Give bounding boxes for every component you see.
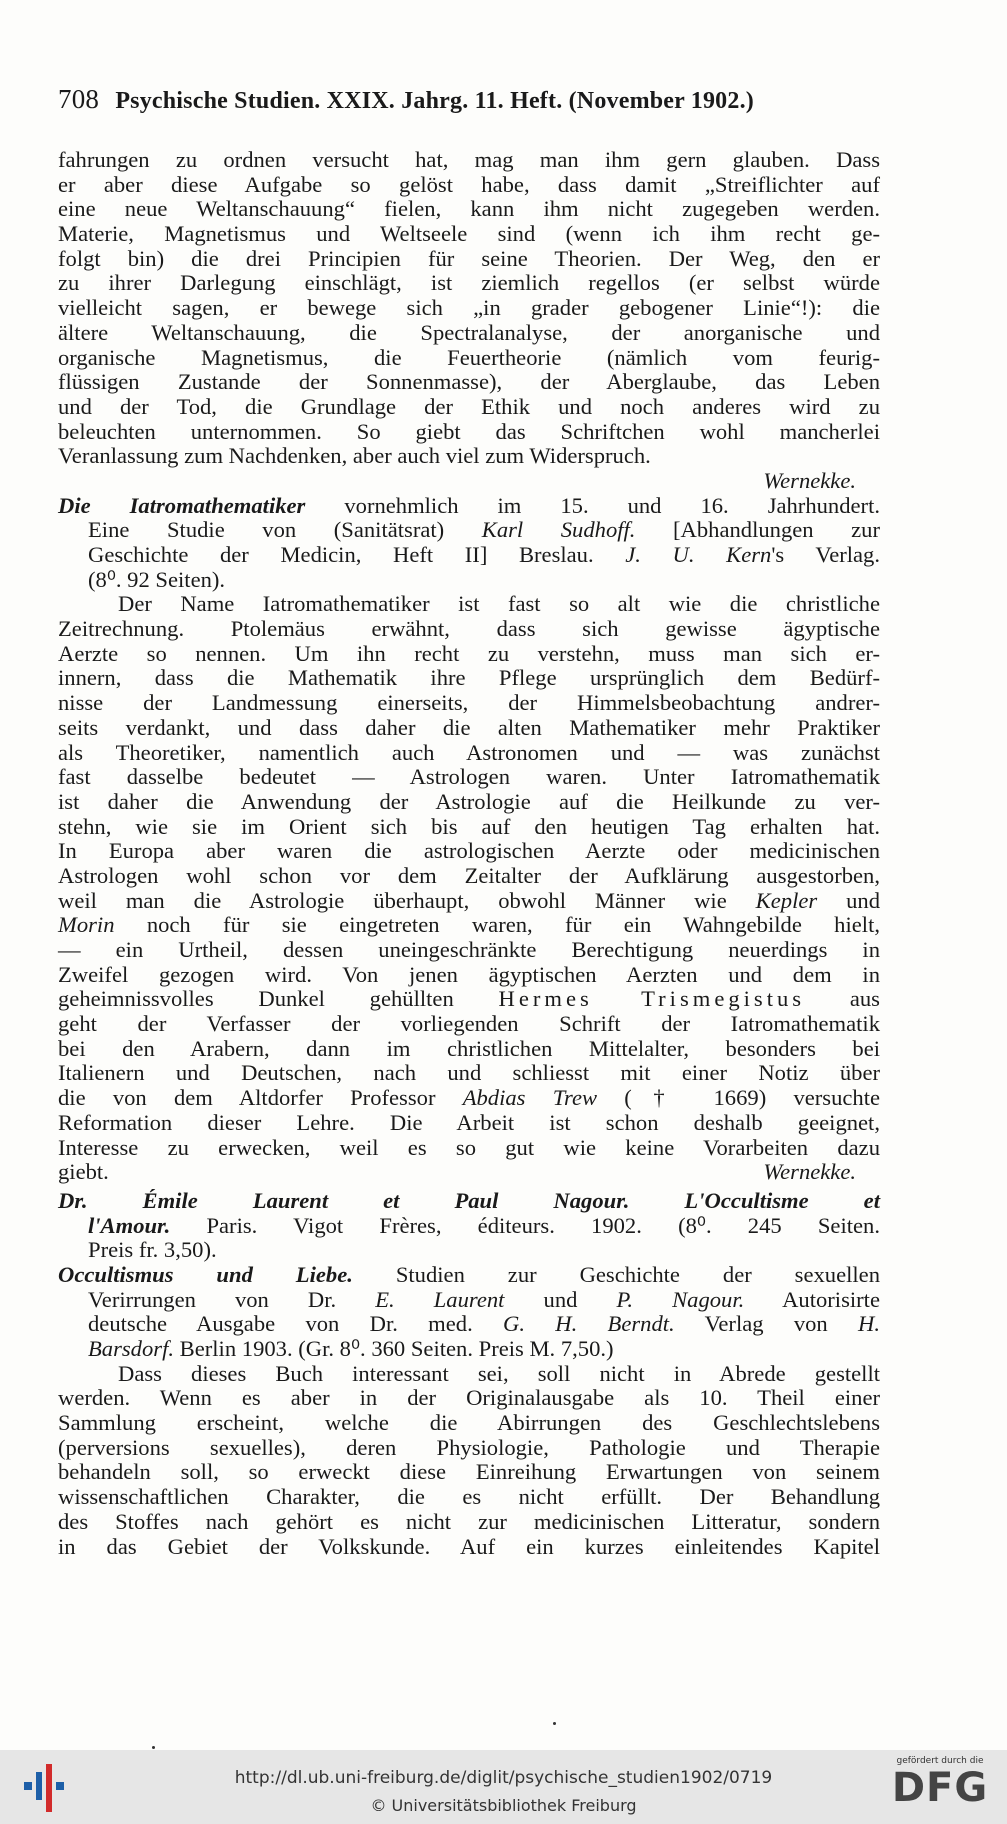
bibliographic-line: Preis fr. 3,50). bbox=[88, 1237, 217, 1263]
text-line: Aerzte so nennen. Um ihn recht zu verstehn, muss man sich er- bbox=[58, 640, 880, 666]
running-header bbox=[58, 84, 880, 115]
review-heading: Die Iatromathematiker vornehmlich im 15. und 16. Jahrhundert. bbox=[58, 492, 880, 518]
author-name: E. Laurent bbox=[375, 1286, 505, 1312]
person-name: Abdias Trew bbox=[462, 1085, 598, 1111]
bibliographic-line: deutsche Ausgabe von Dr. med. G. H. Berndt. Verlag von H. bbox=[88, 1311, 880, 1337]
text-line: Interesse zu erwecken, weil es so gut wie keine Vorarbeiten dazu bbox=[58, 1134, 880, 1160]
text-line: bei den Arabern, dann im christlichen Mittelalter, besonders bei bbox=[58, 1035, 880, 1061]
text-line: — ein Urtheil, dessen uneingeschränkte Berechtigung neuerdings in bbox=[58, 937, 880, 962]
text-line: In Europa aber waren die astrologischen Aerzte oder medicinischen bbox=[58, 838, 880, 864]
dfg-logo bbox=[880, 1756, 1000, 1822]
dfg-logo-text: DFG bbox=[891, 1765, 989, 1811]
text-line: geheimnissvolles Dunkel gehüllten Hermes Trismegistus aus bbox=[58, 986, 880, 1012]
translator-name: G. H. Berndt. bbox=[503, 1311, 675, 1337]
publisher-name: Barsdorf. bbox=[88, 1336, 174, 1361]
bibliographic-line: Barsdorf. Berlin 1903. (Gr. 8⁰. 360 Seiten. Preis M. 7,50.) bbox=[88, 1336, 614, 1361]
publisher-name: J. U. Kern bbox=[625, 542, 772, 567]
bibliographic-line: Geschichte der Medicin, Heft II] Breslau. J. U. Kern's Verlag. bbox=[88, 542, 880, 567]
text-line: in das Gebiet der Volkskunde. Auf ein kurzes einleitendes Kapitel bbox=[58, 1533, 880, 1559]
scan-speck bbox=[553, 1722, 556, 1725]
person-name: Kepler bbox=[755, 887, 818, 913]
text-line: stehn, wie sie im Orient sich bis auf den heutigen Tag erhalten hat. bbox=[58, 813, 880, 839]
text-line: folgt bin) die drei Principien für seine Theorien. Der Weg, den er bbox=[58, 245, 880, 271]
text-line: nisse der Landmessung einerseits, der Himmelsbeobachtung andrer- bbox=[58, 690, 880, 716]
bibliographic-line: Verirrungen von Dr. E. Laurent und P. Nagour. Autorisirte bbox=[88, 1286, 880, 1312]
bibliographic-line: l'Amour. Paris. Vigot Frères, éditeurs. 1902. (8⁰. 245 Seiten. bbox=[88, 1212, 880, 1238]
text-line: Der Name Iatromathematiker ist fast so alt wie die christliche bbox=[118, 591, 880, 617]
text-line: flüssigen Zustande der Sonnenmasse), der Aberglaube, das Leben bbox=[58, 369, 880, 395]
text-line: weil man die Astrologie überhaupt, obwohl Männer wie Kepler und bbox=[58, 887, 880, 913]
person-name: Morin bbox=[58, 912, 115, 938]
text-line: (perversions sexuelles), deren Physiologie, Pathologie und Therapie bbox=[58, 1434, 880, 1460]
text-line: werden. Wenn es aber in der Originalausgabe als 10. Theil einer bbox=[58, 1385, 880, 1411]
text-line: fahrungen zu ordnen versucht hat, mag man ihm gern glauben. Dass bbox=[58, 147, 880, 172]
text-line: behandeln soll, so erweckt diese Einreihung Erwartungen von seinem bbox=[58, 1459, 880, 1485]
author-name: P. Nagour. bbox=[616, 1286, 745, 1312]
text-line: vielleicht sagen, er bewege sich „in grader gebogener Linie“!): die bbox=[58, 295, 880, 321]
text-line: Sammlung erscheint, welche die Abirrungen des Geschlechtslebens bbox=[58, 1410, 880, 1436]
review-1 bbox=[58, 148, 880, 494]
text-line: innern, dass die Mathematik ihre Pflege ursprünglich dem Bedürf- bbox=[58, 665, 880, 691]
person-name: Hermes Trismegistus bbox=[498, 986, 806, 1012]
text-line: er aber diese Aufgabe so gelöst habe, dass damit „Streiflichter auf bbox=[58, 171, 880, 197]
text-line: Materie, Magnetismus und Weltseele sind (wenn ich ihm recht ge- bbox=[58, 221, 880, 247]
text-line: ältere Weltanschauung, die Spectralanalyse, der anorganische und bbox=[58, 319, 880, 345]
text-line: Reformation dieser Lehre. Die Arbeit ist schon deshalb geeignet, bbox=[58, 1109, 880, 1135]
text-line: seits verdankt, und dass daher die alten Mathematiker mehr Praktiker bbox=[58, 714, 880, 740]
text-line: und der Tod, die Grundlage der Ethik und noch anderes wird zu bbox=[58, 393, 880, 419]
book-title: Occultismus und Liebe. bbox=[58, 1261, 353, 1287]
text-line: Morin noch für sie eingetreten waren, für ein Wahngebilde hielt, bbox=[58, 912, 880, 938]
review-subheading: Occultismus und Liebe. Studien zur Geschichte der sexuellen bbox=[58, 1261, 881, 1287]
text-line: Astrologen wohl schon vor dem Zeitalter der Aufklärung ausgestorben, bbox=[58, 862, 880, 888]
review-2 bbox=[58, 494, 880, 1185]
publisher-name: H. bbox=[858, 1311, 880, 1337]
copyright-notice: © Universitätsbibliothek Freiburg bbox=[370, 1796, 637, 1815]
page-body bbox=[58, 148, 880, 1559]
page-number: 708 bbox=[58, 84, 100, 114]
text-line: die von dem Altdorfer Professor Abdias Trew († 1669) versuchte bbox=[58, 1085, 881, 1111]
dfg-funding-label: gefördert durch die bbox=[896, 1756, 984, 1766]
text-line: Zweifel gezogen wird. Von jenen ägyptischen Aerzten und dem in bbox=[58, 961, 880, 987]
text-line: als Theoretiker, namentlich auch Astronomen und — was zunächst bbox=[58, 739, 880, 765]
reviewer-signature: Wernekke. bbox=[763, 467, 856, 493]
text-line: organische Magnetismus, die Feuertheorie (nämlich vom feurig- bbox=[58, 344, 880, 370]
text-line: eine neue Weltanschauung“ fielen, kann ihm nicht zugegeben werden. bbox=[58, 196, 880, 222]
text-line: ist daher die Anwendung der Astrologie auf die Heilkunde zu ver- bbox=[58, 788, 880, 814]
book-title: Die Iatromathematiker bbox=[58, 492, 306, 518]
scan-speck bbox=[152, 1746, 155, 1749]
bibliographic-line: (8⁰. 92 Seiten). bbox=[88, 566, 226, 592]
text-line: Italienern und Deutschen, nach und schliesst mit einer Notiz über bbox=[58, 1060, 880, 1086]
text-line: beleuchten unternommen. So giebt das Schriftchen wohl mancherlei bbox=[58, 418, 880, 444]
source-url-link[interactable]: http://dl.ub.uni-freiburg.de/diglit/psychische_studien1902/0719 bbox=[234, 1768, 773, 1788]
author-name: Karl Sudhoff. bbox=[481, 517, 636, 543]
text-line: Zeitrechnung. Ptolemäus erwähnt, dass sich gewisse ägyptische bbox=[58, 616, 880, 642]
text-line: wissenschaftlichen Charakter, die es nicht erfüllt. Der Behandlung bbox=[58, 1484, 880, 1510]
text-line: Dass dieses Buch interessant sei, soll nicht in Abrede gestellt bbox=[118, 1360, 880, 1386]
text-line: geht der Verfasser der vorliegenden Schrift der Iatromathematik bbox=[58, 1011, 880, 1037]
running-title: Psychische Studien. XXIX. Jahrg. 11. Heft. (November 1902.) bbox=[115, 88, 754, 114]
viewer-footer bbox=[0, 1750, 1007, 1824]
text-line: fast dasselbe bedeutet — Astrologen waren. Unter Iatromathematik bbox=[58, 764, 880, 790]
review-3 bbox=[58, 1189, 880, 1559]
text-line: des Stoffes nach gehört es nicht zur medicinischen Litteratur, sondern bbox=[58, 1508, 880, 1534]
review-heading: Dr. Émile Laurent et Paul Nagour. L'Occultisme et bbox=[58, 1187, 880, 1213]
reviewer-signature: Wernekke. bbox=[763, 1159, 856, 1185]
text-line: giebt. Wernekke. bbox=[58, 1159, 856, 1185]
text-line: Veranlassung zum Nachdenken, aber auch viel zum Widerspruch. bbox=[58, 443, 651, 469]
bibliographic-line: Eine Studie von (Sanitätsrat) Karl Sudhoff. [Abhandlungen zur bbox=[88, 517, 880, 543]
text-line: zu ihrer Darlegung einschlägt, ist ziemlich regellos (er selbst würde bbox=[58, 270, 880, 296]
